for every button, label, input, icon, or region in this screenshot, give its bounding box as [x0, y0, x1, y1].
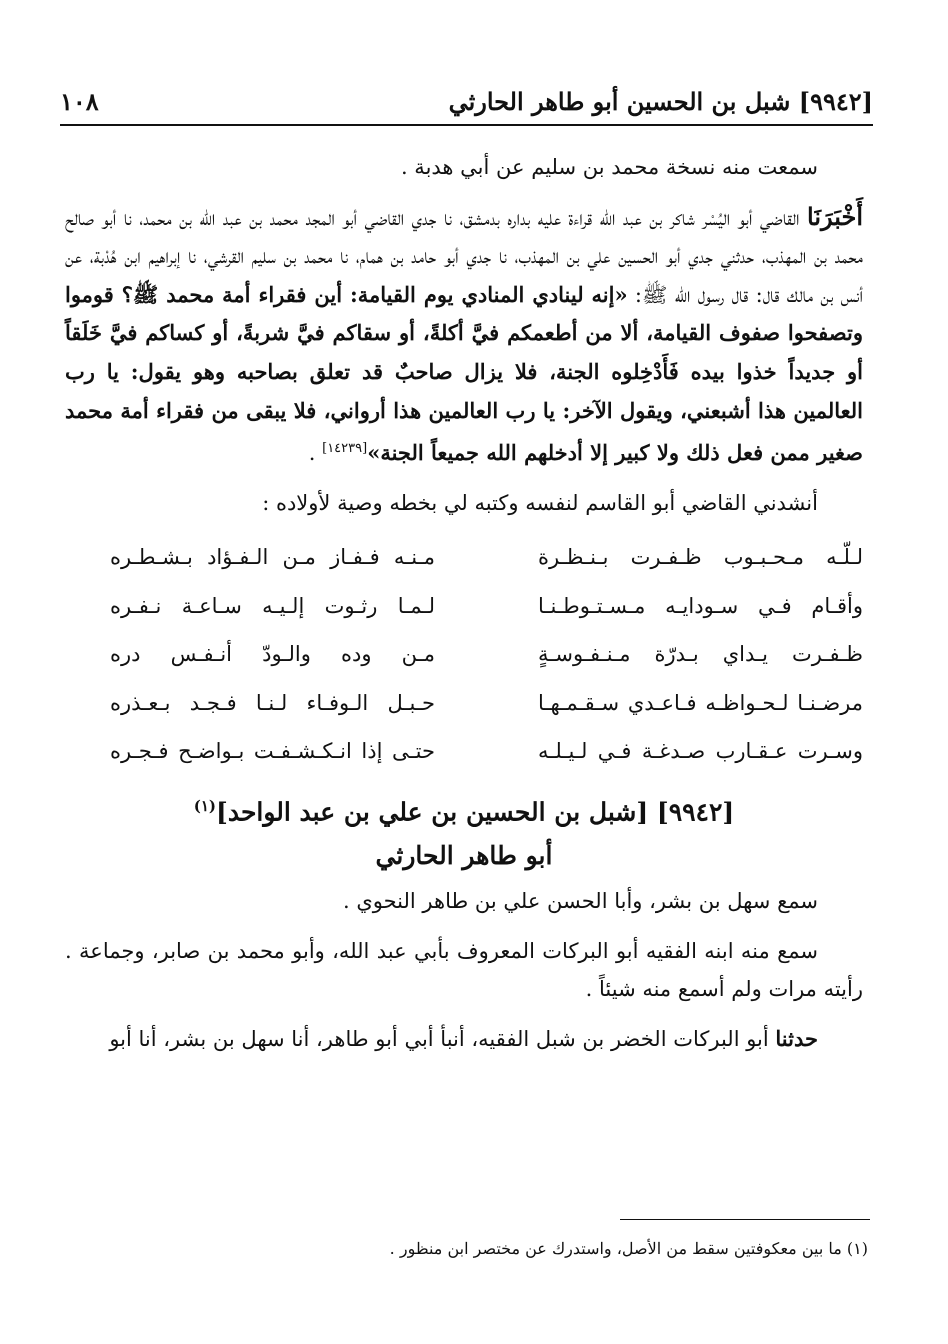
- verse-second-hemistich: حتـى إذا انـكـشـفـت بـواضـح فـجـره: [110, 739, 435, 764]
- entry-paragraph-2: سمع منه ابنه الفقيه أبو البركات المعروف بأبي عبد الله، وأبو محمد بن صابر، وجماعة . رأيته مرات ولم أسمع منه شيئاً .: [65, 938, 863, 1002]
- entry-title-line-2: أبو طاهر الحارثي: [375, 841, 553, 871]
- poem-verse: [65, 533, 863, 582]
- poem-verse: [65, 727, 863, 776]
- verse-first-hemistich: ظـفـرت يـداي بـدرّة مـنـفـوسـةٍ: [538, 642, 863, 667]
- running-title: [٩٩٤٢] شبل بن الحسين أبو طاهر الحارثي: [448, 86, 873, 116]
- verse-second-hemistich: مـن وده والـودّ أنـفـس دره: [110, 642, 435, 667]
- entry-title-line-1: [65, 784, 863, 834]
- verse-first-hemistich: لـلّـه مـحـبـوب ظـفـرت بـنـظـرة: [538, 545, 863, 570]
- poem-verse: [65, 630, 863, 679]
- entry-heading: [65, 784, 863, 878]
- poem-verse: [65, 679, 863, 728]
- verse-first-hemistich: وسـرت عـقـارب صـدغـة فـي لـيـلـه: [538, 739, 863, 764]
- entry-paragraph-1: سمع سهل بن بشر، وأبا الحسن علي بن طاهر النحوي .: [342, 889, 818, 914]
- header-rule: [60, 124, 873, 126]
- footnote-marker[interactable]: (١): [193, 796, 216, 815]
- verse-second-hemistich: مـنـه فـفـاز مـن الـفـؤاد بـشـطـره: [110, 545, 435, 570]
- isnad-text: أبو البركات الخضر بن شبل الفقيه، أنبأ أبي أبو طاهر، أنا سهل بن بشر، أنا أبو: [109, 1026, 776, 1051]
- isnad-lead-word: أَخْبَرَنَا: [807, 201, 863, 231]
- verse-first-hemistich: مرضـنـا لـحـواظـه فـاعـدي سـقـمـهـا: [538, 690, 863, 715]
- entry-title-name: [٩٩٤٢] [شبل بن الحسين بن علي بن عبد الواحد]: [216, 797, 735, 827]
- footnote-rule: [620, 1219, 870, 1220]
- paragraph-1: سمعت منه نسخة محمد بن سليم عن أبي هدبة .: [400, 155, 818, 179]
- main-text: [65, 148, 863, 1070]
- hadith-text: «إنه لينادي المنادي يوم القيامة: أين فقراء أمة محمد ﷺ؟ قوموا وتصفحوا صفوف القيامة، ألا من أطعمكم فيَّ أكلةً، أو سقاكم فيَّ شربةً، أو كساكم فيَّ خَلَقاً أو جديداً خذوا بيده فَأَدْخِلوه الجنة، فلا يزال صاحبٌ قد تعلق بصاحبه وهو يقول: يا رب العالمين هذا أشبعني، ويقول الآخر: يا رب العالمين هذا أرواني، فلا يبقى من فقراء أمة محمد صغير ممن فعل ذلك ولا كبير إلا أدخلهم الله جميعاً الجنة»: [65, 281, 863, 466]
- poem: [65, 533, 863, 776]
- isnad-lead-word: حدثنا: [775, 1025, 818, 1051]
- page-number: ١٠٨: [60, 86, 99, 116]
- verse-second-hemistich: حـبـل الـوفـاء لـنـا فـجـد بـعـذره: [110, 690, 435, 715]
- isnad-text: القاضي أبو اليُسْر شاكر بن عبد الله قراءة عليه بداره بدمشق، نا جدي القاضي أبو المجد محمد بن عبد الله بن محمد، نا أبو صالح محمد بن المهذب، حدثني جدي أبو الحسين علي بن المهذب، نا جدي أبو حامد بن همام، نا محمد بن سليم القرشي، نا إبراهيم ابن هُدْبة، عن أنس بن مالك قال: قال رسول الله ﷺ:: [65, 205, 863, 307]
- footnote: (١) ما بين معكوفتين سقط من الأصل، واستدرك عن مختصر ابن منظور .: [389, 1239, 868, 1258]
- page-header: [60, 82, 873, 120]
- verse-second-hemistich: لـمـا رثـوت إلـيـه سـاعـة نـفـره: [110, 593, 435, 618]
- paragraph-end: .: [308, 441, 323, 466]
- paragraph-poem-intro: أنشدني القاضي أبو القاسم لنفسه وكتبه لي بخطه وصية لأولاده :: [262, 490, 818, 515]
- paragraph-hadith: [65, 198, 863, 473]
- poem-verse: [65, 582, 863, 631]
- hadith-reference: [١٤٢٣٩]: [322, 441, 368, 457]
- entry-paragraph-3: [65, 1020, 863, 1059]
- verse-first-hemistich: وأقـام فـي سـودايـه مـسـتـوطـنـا: [538, 593, 863, 618]
